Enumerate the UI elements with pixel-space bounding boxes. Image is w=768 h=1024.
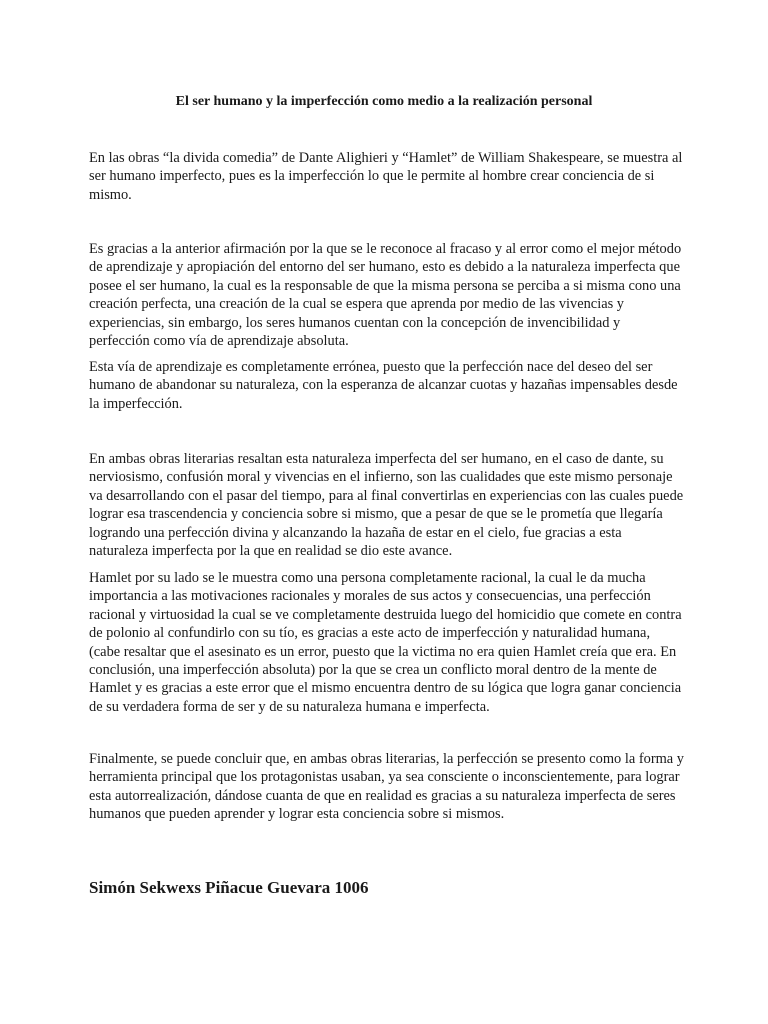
paragraph-hamlet: Hamlet por su lado se le muestra como una persona completamente racional, la cual le da mucha importancia a las motivaciones racionales y morales de sus actos y consecuencias, una perfección racional y virtuosidad la cual se ve completamente destruida luego del homicidio que comete en contra de polonio al confundirlo con su tío, es gracias a este acto de imperfección y naturalidad humana, (cabe resaltar que el asesinato es un error, puesto que la victima no era quien Hamlet creía que era. En conclusión, una imperfección absoluta) por la que se crea un conflicto moral dentro de la mente de Hamlet y es gracias a este error que el mismo encuentra dentro de su lógica que logra ganar conciencia de su verdadera forma de ser y de su naturaleza humana e imperfecta. (89, 570, 682, 715)
paragraph-dante: En ambas obras literarias resaltan esta naturaleza imperfecta del ser humano, en el caso de dante, su nerviosismo, confusión moral y vivencias en el infierno, son las cualidades que este mismo personaje va desarrollando con el pasar del tiempo, para al final convertirlas en experiencias con las cuales puede lograr esa trascendencia y conciencia sobre si mismo, que a pesar de que se le prometía que llegaría logrando una perfección divina y alcanzando la hazaña de estar en el cielo, fue gracias a esta naturaleza imperfecta por la que en realidad se dio este avance. (89, 451, 684, 560)
paragraph-learning-path: Esta vía de aprendizaje es completamente errónea, puesto que la perfección nace del deseo del ser humano de abandonar su naturaleza, con la esperanza de alcanzar cuotas y hazañas impensables desde la imperfección. (89, 359, 678, 412)
author-signature: Simón Sekwexs Piñacue Guevara 1006 (89, 878, 369, 897)
paragraph-affirmation: Es gracias a la anterior afirmación por la que se le reconoce al fracaso y al error como el mejor método de aprendizaje y apropiación del entorno del ser humano, esto es debido a la naturaleza imperfecta que posee el ser humano, la cual es la responsable de que la misma persona se perciba a si misma cono una creación perfecta, una creación de la cual se espera que aprenda por medio de las vivencias y experiencias, sin embargo, los seres humanos cuentan con la concepción de invencibilidad y perfección como vía de aprendizaje absoluta. (89, 241, 682, 350)
paragraph-intro: En las obras “la divida comedia” de Dante Alighieri y “Hamlet” de William Shakespeare, se muestra al ser humano imperfecto, pues es la imperfección lo que le permite al hombre crear conciencia de si mismo. (89, 150, 683, 203)
document-title: El ser humano y la imperfección como medio a la realización personal (175, 94, 593, 109)
paragraph-conclusion: Finalmente, se puede concluir que, en ambas obras literarias, la perfección se presento como la forma y herramienta principal que los protagonistas usaban, ya sea consciente o inconscientemente, para lograr esta autorrealización, dándose cuanta de que en realidad es gracias a su naturaleza imperfecta de seres humanos que pueden aprender y lograr esta conciencia sobre si mismos. (89, 751, 684, 823)
